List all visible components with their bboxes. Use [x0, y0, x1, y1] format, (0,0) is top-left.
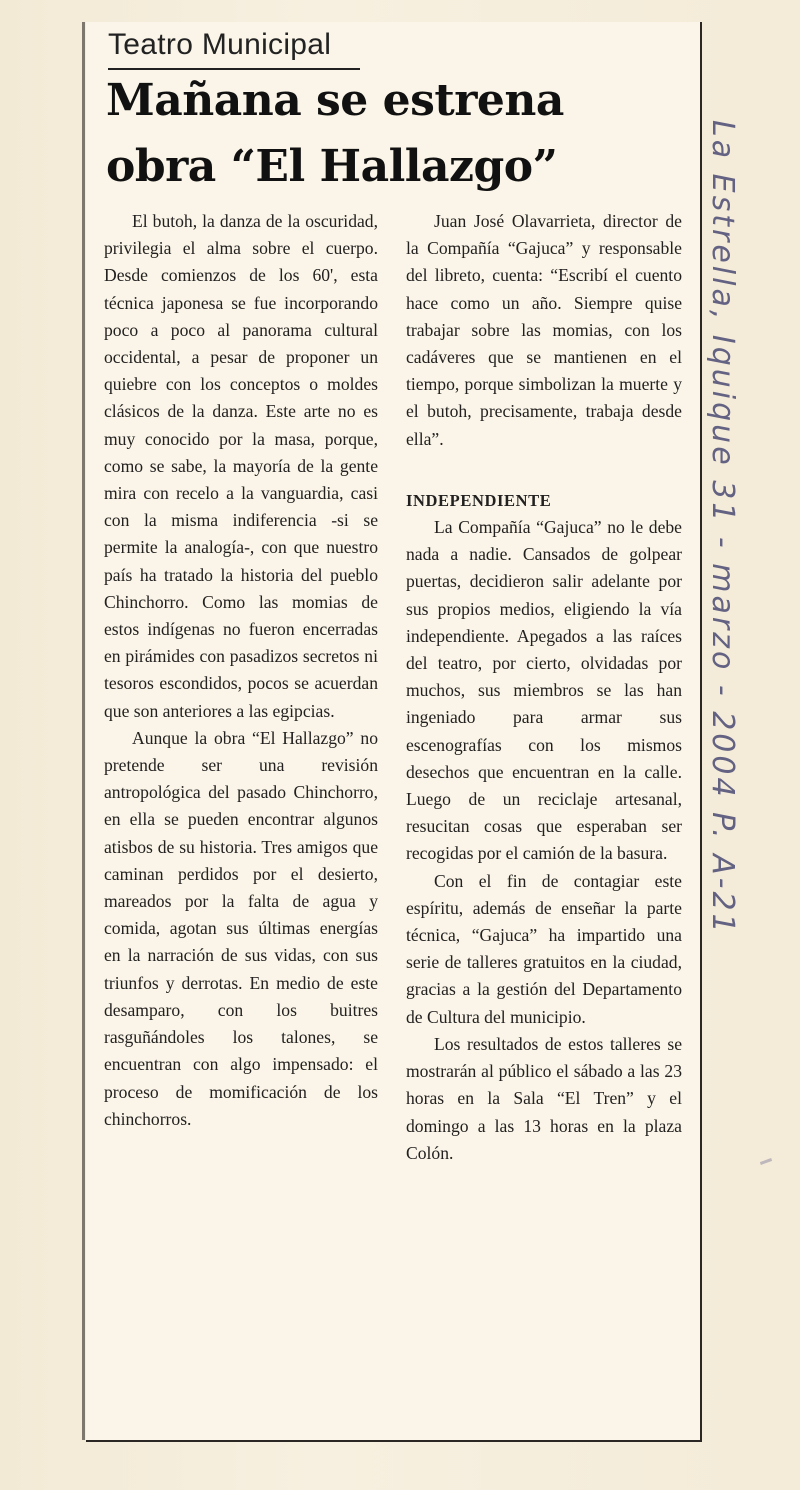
paragraph: Los resultados de estos talleres se mostrarán al público el sábado a las 23 horas en la Sala “El Tren” y el domingo a las 13 horas en la plaza Colón. [406, 1033, 682, 1163]
headline-line-2: obra “El Hallazgo” [106, 141, 558, 192]
headline-line-1: Mañana se estrena [106, 75, 564, 126]
article-column-1 [104, 208, 378, 1133]
paragraph: Aunque la obra “El Hallazgo” no pretende ser una revisión antropológica del pasado Chinchorro, en ella se pueden encontrar algunos atisbos de su historia. Tres amigos que caminan perdidos por el desierto, mareados por la falta de agua y comida, agotan sus últimas energías en la narración de sus vidas, con sus triunfos y derrotas. En medio de este desamparo, con los buitres rasguñándoles los talones, se encuentran con algo impensado: el proceso de momificación de los chinchorros. [104, 727, 378, 1129]
article-column-2 [406, 208, 682, 1167]
handwritten-source-note: La Estrella, Iquique 31 - marzo - 2004 P. A-21 [705, 120, 740, 936]
paragraph: La Compañía “Gajuca” no le debe nada a nadie. Cansados de golpear puertas, decidieron salir adelante por sus propios medios, eligiendo la vía independiente. Apegados a las raíces del teatro, por cierto, olvidadas por muchos, sus miembros se las han ingeniado para armar sus escenografías con los mismos desechos que encuentran en la calle. Luego de un reciclaje artesanal, resucitan cosas que esperaban ser recogidas por el camión de la basura. [406, 517, 682, 864]
subheading: INDEPENDIENTE [406, 490, 552, 510]
headline [106, 68, 686, 200]
paragraph: El butoh, la danza de la oscuridad, privilegia el alma sobre el cuerpo. Desde comienzos de los 60', esta técnica japonesa se fue incorporando poco a poco al panorama cultural occidental, a pesar de proponer un quiebre con los conceptos o moldes clásicos de la danza. Este arte no es muy conocido por la masa, porque, como se sabe, la mayoría de la gente mira con recelo a la vanguardia, casi con la misma indiferencia -si se permite la analogía-, con que nuestro país ha tratado la historia del pueblo Chinchorro. Como las momias de estos indígenas no fueron encerradas en pirámides con pasadizos secretos ni tesoros escondidos, pocos se acuerdan que son anteriores a las egipcias. [104, 211, 378, 721]
paragraph: Con el fin de contagiar este espíritu, además de enseñar la parte técnica, “Gajuca” ha impartido una serie de talleres gratuitos en la ciudad, gracias a la gestión del Departamento de Cultura del municipio. [406, 870, 682, 1027]
newspaper-clipping [86, 22, 702, 1442]
paragraph: Juan José Olavarrieta, director de la Compañía “Gajuca” y responsable del libreto, cuenta: “Escribí el cuento hace como un año. Siempre quise trabajar sobre las momias, con los cadáveres que se mantienen en el tiempo, porque simbolizan la muerte y el butoh, precisamente, trabaja desde ella”. [406, 211, 682, 449]
section-label: Teatro Municipal [108, 28, 332, 61]
